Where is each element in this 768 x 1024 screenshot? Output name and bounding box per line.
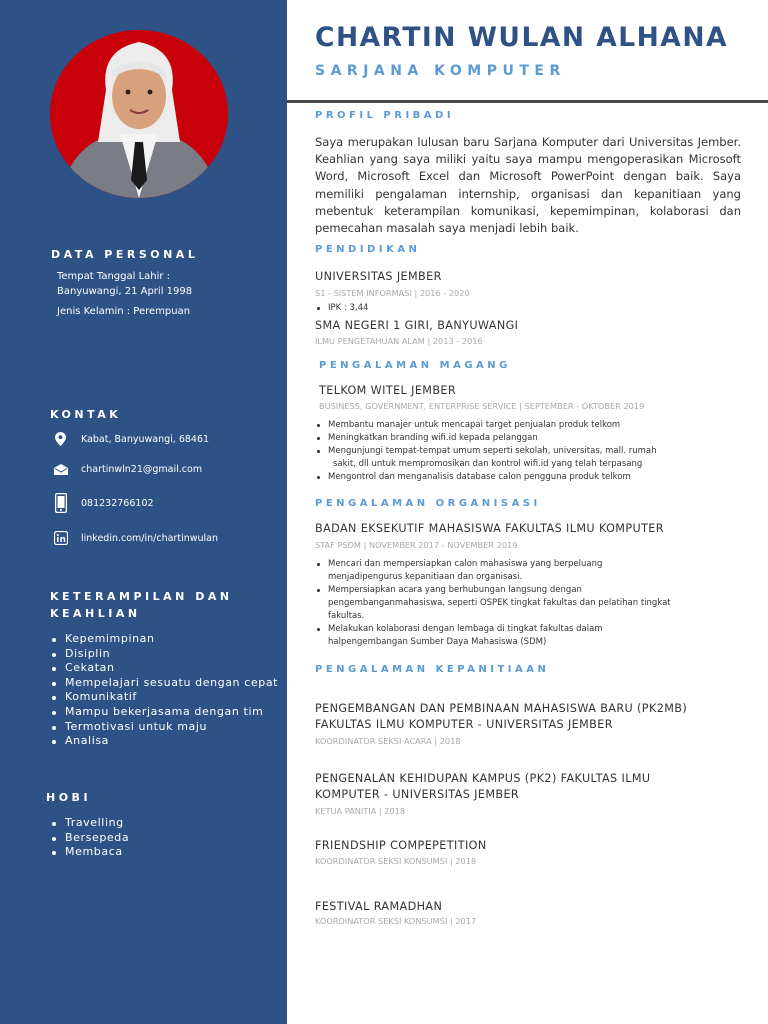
committee-role: KOORDINATOR SEKSI KONSUMSI | 2018 [315, 856, 477, 866]
list-item: Mencari dan mempersiapkan calon mahasiswa yang berpeluang [315, 558, 671, 571]
skills-heading: KETERAMPILAN DAN [50, 590, 233, 603]
list-item: Mempelajari sesuatu dengan cepat [50, 676, 278, 691]
person-name: CHARTIN WULAN ALHANA [315, 22, 729, 53]
list-item: Melakukan kolaborasi dengan lembaga di tingkat fakultas dalam [315, 623, 671, 636]
list-item: Kepemimpinan [50, 632, 278, 647]
list-item: Disiplin [50, 647, 278, 662]
profile-heading: PROFIL PRIBADI [315, 110, 455, 121]
list-item: Meningkatkan branding wifi.id kepada pelanggan [315, 432, 657, 445]
contact-address: Kabat, Banyuwangi, 68461 [52, 429, 282, 449]
list-item: Analisa [50, 734, 278, 749]
hobbies-heading: HOBI [46, 791, 92, 804]
linkedin-icon [52, 531, 69, 545]
list-item: Komunikatif [50, 690, 278, 705]
committee-role: KOORDINATOR SEKSI ACARA | 2018 [315, 736, 461, 746]
committee-title-2: KOMPUTER - UNIVERSITAS JEMBER [315, 788, 520, 801]
education-school: UNIVERSITAS JEMBER [315, 270, 442, 283]
education-school: SMA NEGERI 1 GIRI, BANYUWANGI [315, 319, 519, 332]
skills-heading-2: KEAHLIAN [50, 607, 141, 620]
hobbies-list [50, 816, 129, 860]
organization-name: BADAN EKSEKUTIF MAHASISWA FAKULTAS ILMU KOMPUTER [315, 522, 664, 535]
list-item: IPK : 3,44 [315, 302, 368, 315]
profile-photo [50, 30, 228, 198]
list-item: Mengunjungi tempat-tempat umum seperti sekolah, universitas, mall. rumah [315, 445, 657, 458]
internship-detail: BUSINESS, GOVERNMENT, ENTERPRISE SERVICE | SEPTEMBER - OKTOBER 2019 [319, 401, 645, 411]
person-title: SARJANA KOMPUTER [315, 63, 566, 79]
internship-bullets [315, 419, 657, 484]
contact-linkedin[interactable]: linkedin.com/in/chartinwulan [52, 528, 282, 548]
list-item-continuation: fakultas. [328, 611, 365, 621]
list-item: Travelling [50, 816, 129, 831]
committee-role: KOORDINATOR SEKSI KONSUMSI | 2017 [315, 916, 477, 926]
birth-label: Tempat Tanggal Lahir : [57, 271, 171, 282]
committee-role: KETUA PANITIA | 2018 [315, 806, 406, 816]
list-item-continuation: pengembanganmahasiswa, seperti OSPEK tingkat fakultas dan pelatihan tingkat [328, 598, 671, 608]
education-notes [315, 302, 368, 315]
list-item: Mampu bekerjasama dengan tim [50, 705, 278, 720]
list-item: Membaca [50, 845, 129, 860]
personal-heading: DATA PERSONAL [51, 248, 199, 261]
internship-heading: PENGALAMAN MAGANG [319, 360, 511, 371]
header-divider [287, 100, 768, 103]
profile-text: Saya merupakan lulusan baru Sarjana Komputer dari Universitas Jember. Keahlian yang saya miliki yaitu saya mampu mengoperasikan Microsoft Word, Microsoft Excel dan Microsoft PowerPoint dengan baik. Saya memiliki pengalaman internship, organisasi dan kepanitiaan yang mebentuk keterampilan komunikasi, kepemimpinan, kolaborasi dan pemecahan masalah saya menjadi lebih baik. [315, 135, 741, 236]
education-detail: ILMU PENGETAHUAN ALAM | 2013 - 2016 [315, 336, 483, 346]
organization-bullets [315, 558, 671, 649]
organization-detail: STAF PSDM | NOVEMBER 2017 - NOVEMBER 2019 [315, 540, 518, 550]
list-item: Mengontrol dan menganalisis database calon pengguna produk telkom [315, 471, 657, 484]
contact-email[interactable]: chartinwln21@gmail.com [52, 459, 282, 479]
education-heading: PENDIDIKAN [315, 244, 421, 255]
list-item: Membantu manajer untuk mencapai target penjualan produk telkom [315, 419, 657, 432]
list-item: Bersepeda [50, 831, 129, 846]
sidebar [0, 0, 287, 1024]
contact-phone[interactable]: 081232766102 [52, 493, 282, 513]
list-item: Cekatan [50, 661, 278, 676]
birth-value: Banyuwangi, 21 April 1998 [57, 286, 193, 297]
list-item-continuation: menjadipengurus kepanitiaan dan organisasi. [328, 572, 523, 582]
education-detail: S1 - SISTEM INFORMASI | 2016 - 2020 [315, 288, 470, 298]
committee-title-2: FAKULTAS ILMU KOMPUTER - UNIVERSITAS JEMBER [315, 718, 613, 731]
internship-company: TELKOM WITEL JEMBER [319, 384, 457, 397]
location-pin-icon [52, 432, 69, 446]
committee-title: FRIENDSHIP COMPEPETITION [315, 839, 487, 852]
organization-heading: PENGALAMAN ORGANISASI [315, 498, 541, 509]
contact-heading: KONTAK [50, 408, 122, 421]
list-item: Mempersiapkan acara yang berhubungan langsung dengan [315, 584, 671, 597]
envelope-icon [52, 464, 69, 475]
list-item-continuation: halpengembangan Sumber Daya Mahasiswa (SDM) [328, 637, 547, 647]
skills-list [50, 632, 278, 749]
committee-title: PENGEMBANGAN DAN PEMBINAAN MAHASISWA BARU (PK2MB) [315, 702, 688, 715]
committee-title: FESTIVAL RAMADHAN [315, 900, 443, 913]
phone-icon [52, 493, 69, 513]
list-item-continuation: sakit, dll untuk mempromosikan dan kontrol wifi.id yang telah terpasang [333, 459, 643, 469]
committee-title: PENGENALAN KEHIDUPAN KAMPUS (PK2) FAKULTAS ILMU [315, 772, 651, 785]
committee-heading: PENGALAMAN KEPANITIAAN [315, 664, 550, 675]
list-item: Termotivasi untuk maju [50, 720, 278, 735]
gender: Jenis Kelamin : Perempuan [57, 306, 191, 317]
